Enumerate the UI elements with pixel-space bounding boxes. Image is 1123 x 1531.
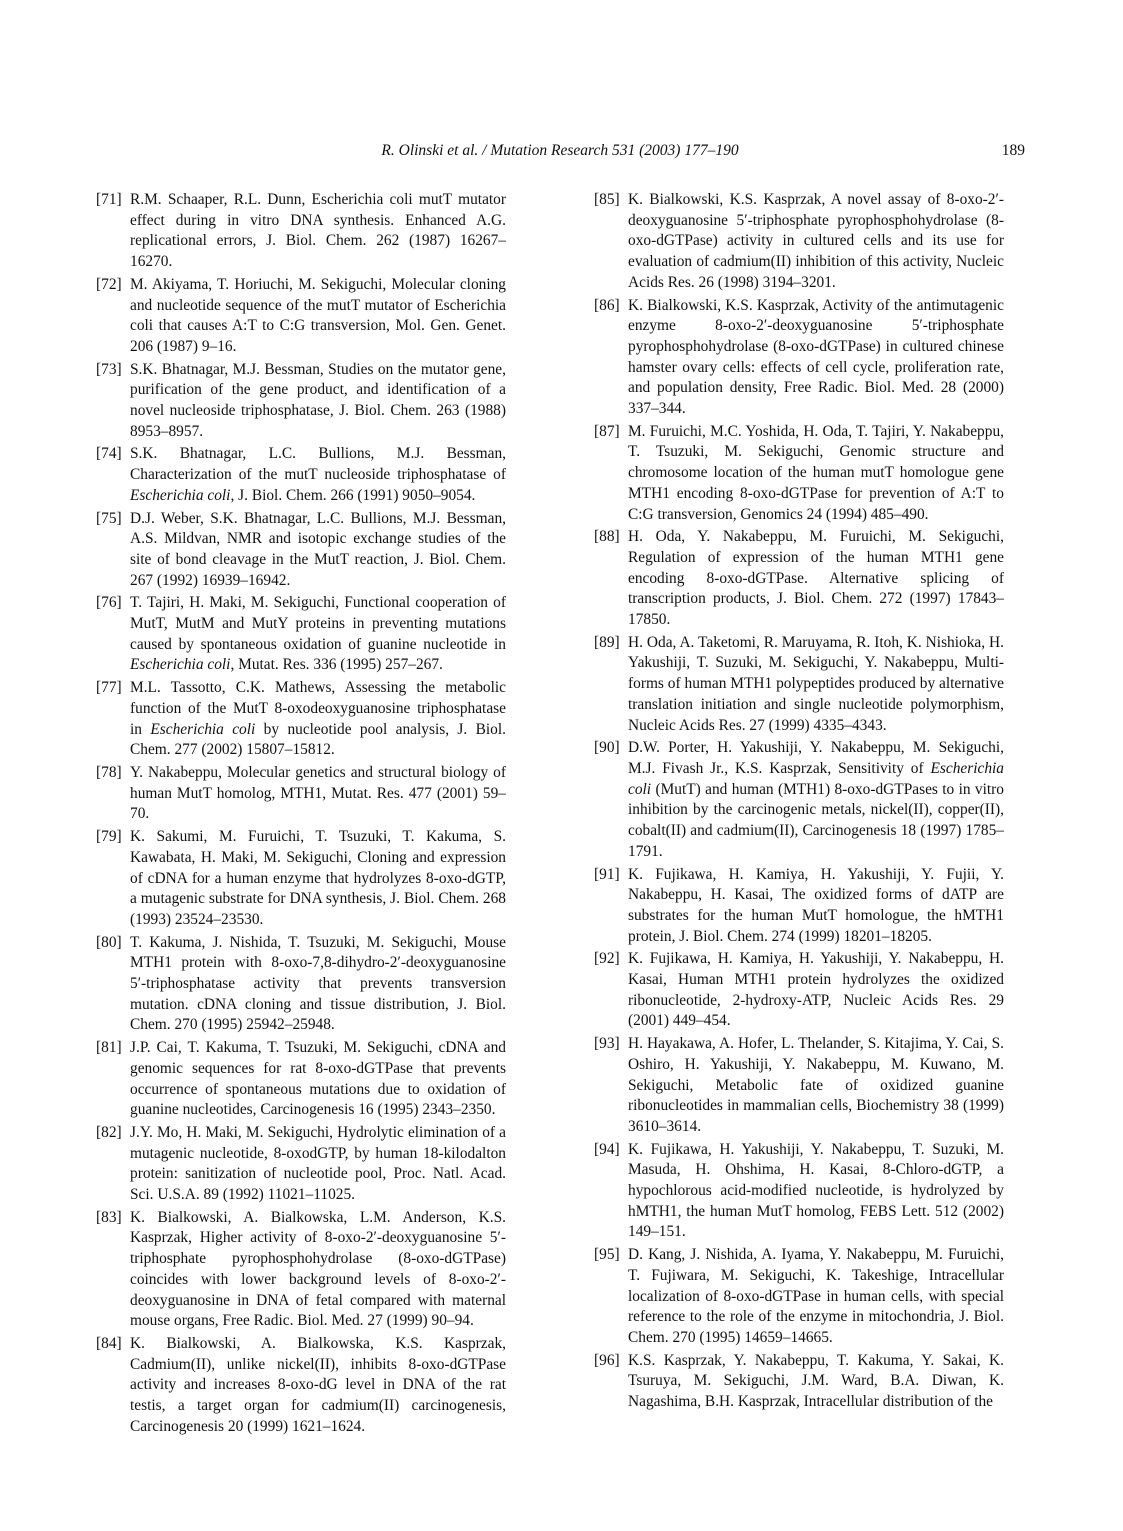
reference-entry [594,949,1004,1032]
reference-number: [79] [96,828,122,846]
reference-entry [96,444,506,506]
reference-entry [96,1208,506,1332]
reference-number: [77] [96,679,122,697]
reference-entry [594,738,1004,862]
reference-entry [594,190,1004,294]
reference-entry [96,1123,506,1206]
reference-number: [91] [594,865,620,883]
reference-number: [87] [594,422,620,440]
reference-entry [594,1034,1004,1138]
reference-text: T. Kakuma, J. Nishida, T. Tsuzuki, M. Sekiguchi, Mouse MTH1 protein with 8-oxo-7,8-dihydro-2′-deoxyguanosine 5′-triphosphatase activity that prevents transversion mutation. cDNA cloning and tissue distribution, J. Biol. Chem. 270 (1995) 25942–25948. [130,933,506,1034]
reference-number: [94] [594,1140,620,1158]
reference-text: D. Kang, J. Nishida, A. Iyama, Y. Nakabeppu, M. Furuichi, T. Fujiwara, M. Sekiguchi, K. Takeshige, Intracellular localization of 8-oxo-dGTPase in human cells, with special reference to the role of the enzyme in mitochondria, J. Biol. Chem. 270 (1995) 14659–14665. [628,1246,1004,1346]
reference-entry [96,509,506,592]
reference-entry [594,865,1004,948]
reference-entry [96,190,506,273]
reference-number: [71] [96,191,122,208]
reference-text: R.M. Schaaper, R.L. Dunn, Escherichia coli mutT mutator effect during in vitro DNA synthesis. Enhanced A.G. replicational errors, J. Biol. Chem. 262 (1987) 16267–16270. [130,191,506,271]
reference-text: H. Hayakawa, A. Hofer, L. Thelander, S. Kitajima, Y. Cai, S. Oshiro, H. Yakushiji, Y. Nakabeppu, M. Kuwano, M. Sekiguchi, Metabolic fate of oxidized guanine ribonucleotides in mammalian cells, Biochemistry 38 (1999) 3610–3614. [628,1035,1004,1135]
reference-entry [96,1038,506,1121]
reference-text: T. Tajiri, H. Maki, M. Sekiguchi, Functional cooperation of MutT, MutM and MutY proteins in preventing mutations caused by spontaneous oxidation of guanine nucleotide in Escherichia coli, Mutat. Res. 336 (1995) 257–267. [130,594,506,674]
reference-text: H. Oda, Y. Nakabeppu, M. Furuichi, M. Sekiguchi, Regulation of expression of the human MTH1 gene encoding 8-oxo-dGTPase. Alternative splicing of transcription products, J. Biol. Chem. 272 (1997) 17843–17850. [628,528,1004,629]
reference-text: K. Fujikawa, H. Kamiya, H. Yakushiji, Y. Nakabeppu, H. Kasai, Human MTH1 protein hydrolyzes the oxidized ribonucleotide, 2-hydroxy-ATP, Nucleic Acids Res. 29 (2001) 449–454. [628,950,1004,1030]
reference-entry [96,1334,506,1438]
reference-entry [594,633,1004,737]
reference-entry [594,527,1004,631]
reference-number: [72] [96,275,122,293]
reference-entry [96,933,506,1037]
reference-text: S.K. Bhatnagar, M.J. Bessman, Studies on the mutator gene, purification of the gene product, and identification of a novel nucleoside triphosphatase, J. Biol. Chem. 263 (1988) 8953–8957. [130,360,506,440]
reference-number: [84] [96,1334,122,1352]
reference-text: D.W. Porter, H. Yakushiji, Y. Nakabeppu, M. Sekiguchi, M.J. Fivash Jr., K.S. Kasprzak, Sensitivity of Escherichia coli (MutT) and human (MTH1) 8-oxo-dGTPases to in vitro inhibition by the carcinogenic metals, nickel(II), copper(II), cobalt(II) and cadmium(II), Carcinogenesis 18 (1997) 1785–1791. [628,739,1004,860]
reference-number: [78] [96,763,122,781]
reference-entry [96,593,506,676]
reference-text: K. Bialkowski, A. Bialkowska, K.S. Kasprzak, Cadmium(II), unlike nickel(II), inhibits 8-oxo-dGTPase activity and increases 8-oxo-dG level in DNA of the rat testis, a target organ for cadmium(II) carcinogenesis, Carcinogenesis 20 (1999) 1621–1624. [130,1334,506,1435]
reference-text: J.Y. Mo, H. Maki, M. Sekiguchi, Hydrolytic elimination of a mutagenic nucleotide, 8-oxodGTP, by human 18-kilodalton protein: sanitization of nucleotide pool, Proc. Natl. Acad. Sci. U.S.A. 89 (1992) 11021–11025. [130,1123,506,1204]
reference-number: [76] [96,594,122,612]
reference-number: [75] [96,509,122,527]
reference-text: K. Bialkowski, A. Bialkowska, L.M. Anderson, K.S. Kasprzak, Higher activity of 8-oxo-2′-deoxyguanosine 5′-triphosphate pyrophosphohydrolase (8-oxo-dGTPase) coincides with lower background levels of 8-oxo-2′-deoxyguanosine in DNA of fetal compared with maternal mouse organs, Free Radic. Biol. Med. 27 (1999) 90–94. [130,1208,506,1330]
references-right-column [594,190,1004,1415]
reference-text: D.J. Weber, S.K. Bhatnagar, L.C. Bullions, M.J. Bessman, A.S. Mildvan, NMR and isotopic exchange studies of the site of bond cleavage in the MutT reaction, J. Biol. Chem. 267 (1992) 16939–16942. [130,509,506,589]
reference-number: [74] [96,445,122,463]
reference-entry [594,1351,1004,1413]
reference-text: M. Akiyama, T. Horiuchi, M. Sekiguchi, Molecular cloning and nucleotide sequence of the mutT mutator of Escherichia coli that causes A:T to C:G transversion, Mol. Gen. Genet. 206 (1987) 9–16. [130,275,506,355]
reference-number: [82] [96,1123,122,1141]
reference-number: [86] [594,296,620,314]
reference-text: J.P. Cai, T. Kakuma, T. Tsuzuki, M. Sekiguchi, cDNA and genomic sequences for rat 8-oxo-dGTPase that prevents occurrence of spontaneous mutations due to oxidation of guanine nucleotides, Carcinogenesis 16 (1995) 2343–2350. [130,1039,506,1119]
reference-number: [80] [96,933,122,951]
reference-text: K.S. Kasprzak, Y. Nakabeppu, T. Kakuma, Y. Sakai, K. Tsuruya, M. Sekiguchi, J.M. Ward, B.A. Diwan, K. Nagashima, B.H. Kasprzak, Intracellular distribution of the [628,1351,1004,1411]
running-head-title: R. Olinski et al. / Mutation Research 531 (2003) 177–190 [381,142,739,159]
reference-number: [73] [96,360,122,378]
reference-text: K. Sakumi, M. Furuichi, T. Tsuzuki, T. Kakuma, S. Kawabata, H. Maki, M. Sekiguchi, Cloning and expression of cDNA for a human enzyme that hydrolyzes 8-oxo-dGTP, a mutagenic substrate for DNA synthesis, J. Biol. Chem. 268 (1993) 23524–23530. [130,828,506,928]
reference-number: [89] [594,633,620,651]
page-number: 189 [1001,142,1025,159]
reference-text: K. Bialkowski, K.S. Kasprzak, A novel assay of 8-oxo-2′-deoxyguanosine 5′-triphosphate pyrophosphohydrolase (8-oxo-dGTPase) activity in cultured cells and its use for evaluation of cadmium(II) inhibition of this activity, Nucleic Acids Res. 26 (1998) 3194–3201. [628,191,1004,291]
references-left-column [96,190,506,1439]
reference-entry [96,360,506,443]
reference-number: [83] [96,1208,122,1226]
reference-number: [96] [594,1351,620,1369]
reference-entry [96,678,506,761]
reference-number: [85] [594,191,620,208]
reference-entry [594,1245,1004,1349]
reference-text: S.K. Bhatnagar, L.C. Bullions, M.J. Bessman, Characterization of the mutT nucleoside triphosphatase of Escherichia coli, J. Biol. Chem. 266 (1991) 9050–9054. [130,445,506,504]
reference-entry [96,827,506,931]
reference-entry [594,1140,1004,1244]
reference-entry [96,275,506,358]
reference-number: [95] [594,1246,620,1264]
reference-text: M.L. Tassotto, C.K. Mathews, Assessing the metabolic function of the MutT 8-oxodeoxyguanosine triphosphatase in Escherichia coli by nucleotide pool analysis, J. Biol. Chem. 277 (2002) 15807–15812. [130,679,506,759]
reference-text: K. Fujikawa, H. Yakushiji, Y. Nakabeppu, T. Suzuki, M. Masuda, H. Ohshima, H. Kasai, 8-Chloro-dGTP, a hypochlorous acid-modified nucleotide, is hydrolyzed by hMTH1, the human MutT homolog, FEBS Lett. 512 (2002) 149–151. [628,1140,1004,1241]
reference-entry [594,422,1004,526]
reference-text: M. Furuichi, M.C. Yoshida, H. Oda, T. Tajiri, Y. Nakabeppu, T. Tsuzuki, M. Sekiguchi, Genomic structure and chromosome location of the human mutT homologue gene MTH1 encoding 8-oxo-dGTPase for prevention of A:T to C:G transversion, Genomics 24 (1994) 485–490. [628,422,1004,523]
reference-text: H. Oda, A. Taketomi, R. Maruyama, R. Itoh, K. Nishioka, H. Yakushiji, T. Suzuki, M. Sekiguchi, Y. Nakabeppu, Multi-forms of human MTH1 polypeptides produced by alternative translation initiation and single nucleotide polymorphism, Nucleic Acids Res. 27 (1999) 4335–4343. [628,633,1004,734]
reference-text: K. Fujikawa, H. Kamiya, H. Yakushiji, Y. Fujii, Y. Nakabeppu, H. Kasai, The oxidized forms of dATP are substrates for the human MutT homologue, the hMTH1 protein, J. Biol. Chem. 274 (1999) 18201–18205. [628,865,1004,945]
running-header [95,142,1025,164]
reference-entry [96,763,506,825]
reference-text: Y. Nakabeppu, Molecular genetics and structural biology of human MutT homolog, MTH1, Mutat. Res. 477 (2001) 59–70. [130,763,506,823]
reference-number: [88] [594,528,620,546]
reference-number: [90] [594,739,620,757]
reference-number: [92] [594,950,620,968]
reference-entry [594,296,1004,420]
reference-number: [81] [96,1039,122,1057]
reference-text: K. Bialkowski, K.S. Kasprzak, Activity of the antimutagenic enzyme 8-oxo-2′-deoxyguanosine 5′-triphosphate pyrophosphohydrolase (8-oxo-dGTPase) in cultured chinese hamster ovary cells: effects of cell cycle, proliferation rate, and population density, Free Radic. Biol. Med. 28 (2000) 337–344. [628,296,1004,418]
reference-number: [93] [594,1035,620,1053]
